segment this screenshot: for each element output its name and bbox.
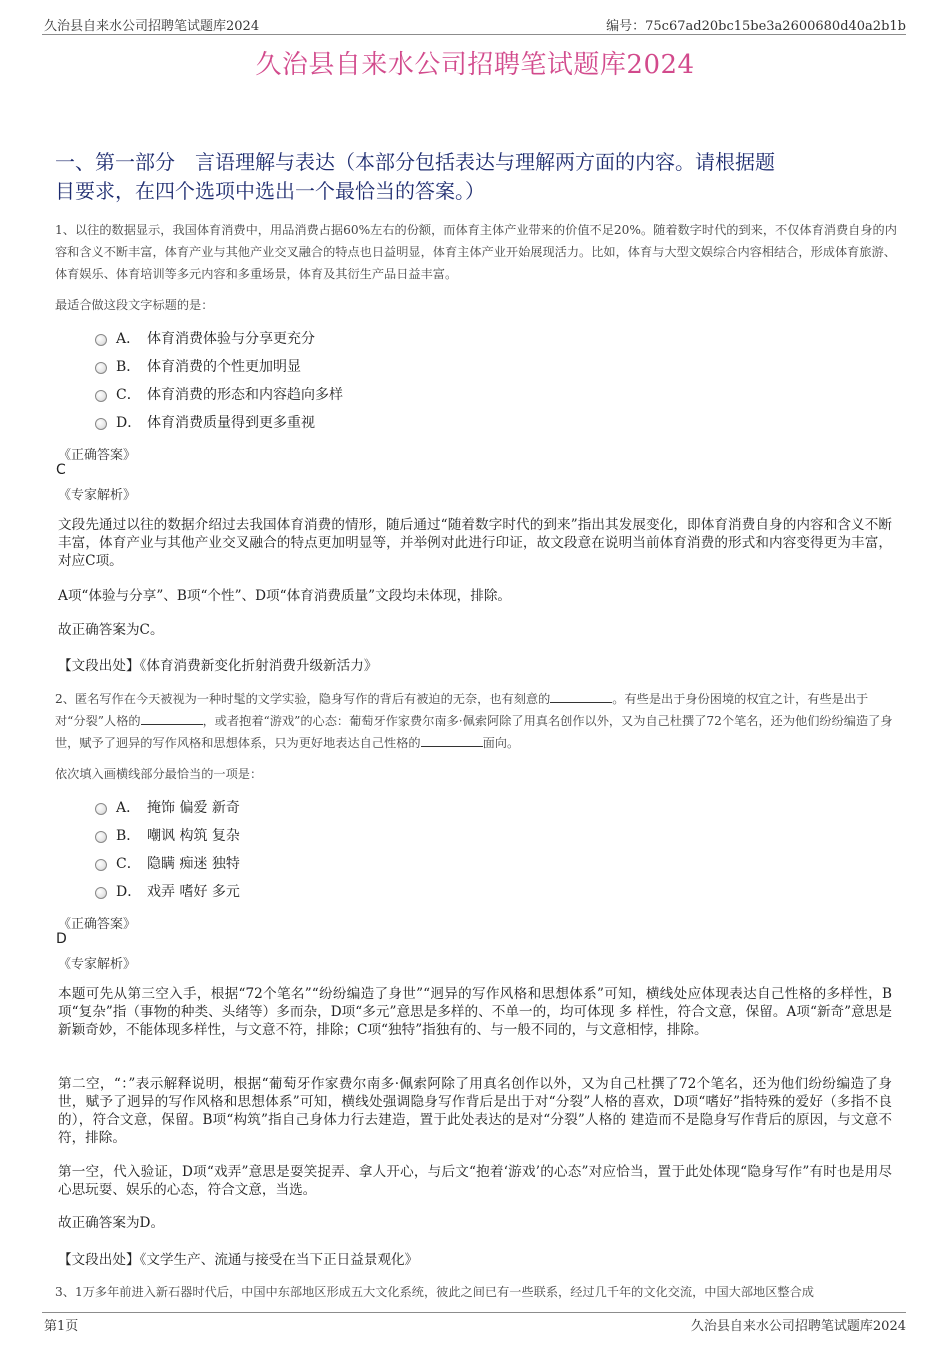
page-footer: [42, 1312, 906, 1333]
q1-analysis-label: 《专家解析》: [58, 488, 137, 503]
q1-option-d[interactable]: [95, 412, 315, 434]
fill-blank-1: [550, 691, 612, 703]
page-number: 第1页: [44, 1319, 79, 1334]
q1-analysis-para-2: A项“体验与分享”、B项“个性”、D项“体育消费质量”文段均未体现，排除。: [58, 588, 512, 604]
q2-text-part-a: 2、匿名写作在今天被视为一种时髦的文学实验，隐身写作的背后有被迫的无奈，也有刻意的: [55, 692, 551, 706]
q2-analysis-para-1: 本题可先从第三空入手，根据“72个笔名”“纷纷编造了身世”“迥异的写作风格和思想体系”可知，横线处应体现表达自己性格的多样性，B项“复杂”指（事物的种类、头绪等）多而杂，D项“多元”意思是多样的、不单一的，均可体现 多 样性，符合文意，保留。A项“新奇”意思是新颖奇妙，不能体现多样性，与文意不符，排除；C项“独特”指独有的、与一般不同的，与文意相悖，排除。: [58, 986, 892, 1038]
q2-text-part-d: 面向。: [482, 736, 520, 750]
q2-option-d[interactable]: [95, 881, 240, 903]
section-heading: [55, 148, 895, 206]
q2-source: 【文段出处】《文学生产、流通与接受在当下正日益景观化》: [58, 1252, 419, 1268]
question-3-text: 3、1万多年前进入新石器时代后，中国中东部地区形成五大文化系统，彼此之间已有一些联系，经过几千年的文化交流，中国大部地区整合成: [55, 1285, 814, 1299]
option-letter: A．: [116, 331, 141, 347]
header-doc-title: 久治县自来水公司招聘笔试题库2024: [44, 19, 260, 34]
option-letter: C．: [116, 856, 141, 872]
fill-blank-3: [421, 735, 483, 747]
q2-option-a[interactable]: [95, 797, 240, 819]
radio-icon[interactable]: [95, 803, 107, 815]
footer-doc-title: 久治县自来水公司招聘笔试题库2024: [690, 1319, 906, 1334]
q2-text-part-c: ，或者抱着“游戏”的心态：葡萄牙作家费尔南多·佩索阿除了用真名创作以外，又为自己杜撰了72个笔名，还为他们纷纷编造了身世，赋予了迥异的写作风格和思想体系，只为更好地表达自己性格的: [55, 714, 893, 750]
q1-option-a[interactable]: [95, 328, 315, 350]
option-text: 体育消费体验与分享更充分: [147, 331, 315, 347]
q1-analysis-para-1: 文段先通过以往的数据介绍过去我国体育消费的情形，随后通过“随着数字时代的到来”指出其发展变化，即体育消费自身的内容和含义不断丰富，体育产业与其他产业交叉融合的特点更加明显等，并举例对此进行印证，故文段意在说明当前体育消费的形式和内容变得更为丰富，对应C项。: [58, 517, 892, 569]
q1-answer-label: 《正确答案》: [58, 448, 137, 463]
q2-option-c[interactable]: [95, 853, 240, 875]
q2-analysis-label: 《专家解析》: [58, 957, 137, 972]
page-header: [42, 14, 906, 35]
radio-icon[interactable]: [95, 887, 107, 899]
q1-option-b[interactable]: [95, 356, 301, 378]
page-title: 久治县自来水公司招聘笔试题库2024: [255, 50, 695, 80]
option-text: 体育消费质量得到更多重视: [147, 415, 315, 431]
q2-option-b[interactable]: [95, 825, 240, 847]
q2-answer-label: 《正确答案》: [58, 917, 137, 932]
section-heading-line1: 一、第一部分 言语理解与表达（本部分包括表达与理解两方面的内容。请根据题: [55, 150, 775, 174]
radio-icon[interactable]: [95, 362, 107, 374]
option-letter: B．: [116, 359, 141, 375]
option-letter: A．: [116, 800, 141, 816]
question-1-prompt: 最适合做这段文字标题的是：: [55, 298, 214, 312]
q2-analysis-para-2: 第二空，“：”表示解释说明，根据“葡萄牙作家费尔南多·佩索阿除了用真名创作以外，又为自己杜撰了72个笔名，还为他们纷纷编造了身世，赋予了迥异的写作风格和思想体系”可知，横线处强调隐身写作背后是出于对“分裂”人格的喜欢，D项“嗜好”指特殊的爱好（多指不良的），符合文意，保留。B项“构筑”指自己身体力行去建造，置于此处表达的是对“分裂”人格的 建造而不是隐身写作背后的原因，与文意不符，排除。: [58, 1076, 892, 1146]
q1-answer: C: [56, 462, 66, 478]
question-2-prompt: 依次填入画横线部分最恰当的一项是：: [55, 767, 263, 781]
option-letter: D．: [116, 415, 142, 431]
question-2-text: [55, 688, 897, 754]
fill-blank-2: [141, 713, 203, 725]
option-letter: D．: [116, 884, 142, 900]
section-heading-line2: 目要求，在四个选项中选出一个最恰当的答案。）: [55, 179, 485, 203]
option-text: 嘲讽 构筑 复杂: [147, 828, 240, 844]
option-text: 戏弄 嗜好 多元: [147, 884, 240, 900]
q2-analysis-para-4: 故正确答案为D。: [58, 1215, 165, 1231]
radio-icon[interactable]: [95, 859, 107, 871]
option-letter: C．: [116, 387, 141, 403]
radio-icon[interactable]: [95, 418, 107, 430]
option-text: 体育消费的形态和内容趋向多样: [147, 387, 343, 403]
option-text: 隐瞒 痴迷 独特: [147, 856, 240, 872]
q1-analysis-para-3: 故正确答案为C。: [58, 622, 164, 638]
header-doc-id: 编号：75c67ad20bc15be3a2600680d40a2b1b: [606, 19, 906, 34]
option-text: 掩饰 偏爱 新奇: [147, 800, 240, 816]
radio-icon[interactable]: [95, 390, 107, 402]
q2-analysis-para-3: 第一空，代入验证，D项“戏弄”意思是耍笑捉弄、拿人开心，与后文“抱着‘游戏’的心态”对应恰当，置于此处体现“隐身写作”有时也是用尽心思玩耍、娱乐的心态，符合文意，当选。: [58, 1164, 892, 1198]
option-text: 体育消费的个性更加明显: [147, 359, 301, 375]
option-letter: B．: [116, 828, 141, 844]
radio-icon[interactable]: [95, 831, 107, 843]
q1-option-c[interactable]: [95, 384, 343, 406]
question-1-text: 1、以往的数据显示，我国体育消费中，用品消费占据60%左右的份额，而体育主体产业带来的价值不足20%。随着数字时代的到来，不仅体育消费自身的内容和含义不断丰富，体育产业与其他产业交叉融合的特点也日益明显，体育主体产业开始展现活力。比如，体育与大型文娱综合内容相结合，形成体育旅游、体育娱乐、体育培训等多元内容和多重场景，体育及其衍生产品日益丰富。: [55, 223, 897, 281]
q1-source: 【文段出处】《体育消费新变化折射消费升级新活力》: [58, 658, 378, 674]
q2-text-part-b: 。有些是出于身份困境的权宜之计，有些是出于对“分裂”人格的: [55, 692, 869, 728]
q2-answer: D: [56, 931, 67, 947]
radio-icon[interactable]: [95, 334, 107, 346]
